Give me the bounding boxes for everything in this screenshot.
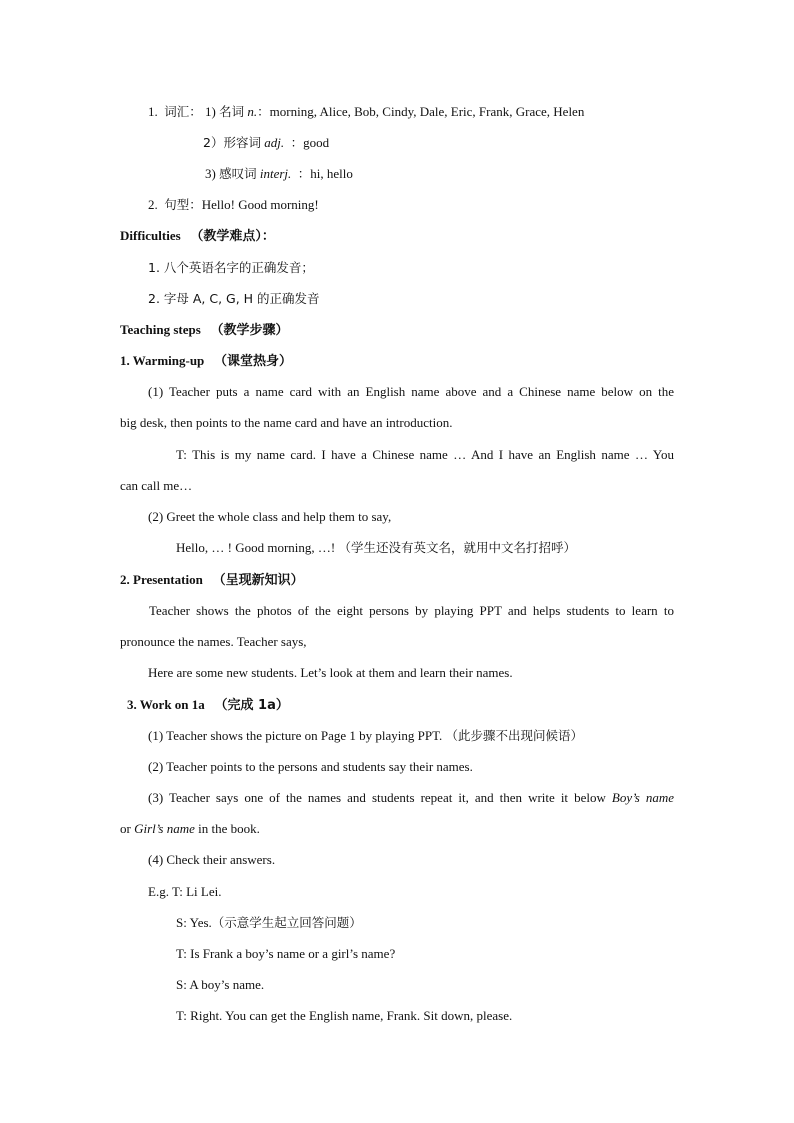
colon: ： xyxy=(257,104,270,119)
noun-words: morning, Alice, Bob, Cindy, Dale, Eric, Frank, Grace, Helen xyxy=(269,104,585,119)
paragraph-line: Here are some new students. Let’s look at them and learn their names. xyxy=(148,665,513,680)
sub-number: 2） xyxy=(203,135,224,150)
teaching-steps-heading xyxy=(120,321,289,340)
dialogue-line: T: Right. You can get the English name, Frank. Sit down, please. xyxy=(176,1008,513,1023)
sub-number: 3) xyxy=(205,166,216,181)
paragraph-line: (4) Check their answers. xyxy=(148,852,276,867)
sentence-label: 句型： xyxy=(164,197,202,212)
step-text: (1) Teacher shows the picture on Page 1 by playing PPT. xyxy=(148,728,443,743)
heading-cn: （完成 1a） xyxy=(214,698,289,713)
paragraph-line xyxy=(120,820,260,838)
step-text: (3) Teacher says one of the names and students repeat it, and then write it below xyxy=(148,790,606,805)
difficulty-item: 2. 字母 A, C, G, H 的正确发音 xyxy=(148,291,320,306)
heading-en: 3. Work on 1a xyxy=(127,697,205,712)
greeting-note: （学生还没有英文名，就用中文名打招呼） xyxy=(338,540,576,555)
colon: ： xyxy=(290,135,304,150)
paragraph-line: (2) Greet the whole class and help them to say, xyxy=(148,509,392,524)
paragraph-line xyxy=(148,789,674,807)
heading-en: 2. Presentation xyxy=(120,572,203,587)
difficulty-item: 1. 八个英语名字的正确发音； xyxy=(148,260,314,275)
emphasis-text: Girl’s name xyxy=(134,821,195,836)
sub-number: 1) xyxy=(205,104,216,119)
paragraph-line: big desk, then points to the name card and have an introduction. xyxy=(120,415,453,430)
paragraph-line: T: This is my name card. I have a Chinese name … And I have an English name … You xyxy=(176,447,674,462)
paragraph-line: pronounce the names. Teacher says, xyxy=(120,634,307,649)
step-note: （此步骤不出现问候语） xyxy=(445,728,584,743)
colon: ： xyxy=(297,166,311,181)
paragraph-line: Teacher shows the photos of the eight persons by playing PPT and helps students to learn to xyxy=(149,603,674,618)
paragraph-line xyxy=(148,727,583,745)
adj-label: 形容词 xyxy=(223,135,261,150)
dialogue-line: S: A boy’s name. xyxy=(176,977,265,992)
heading-cn: （课堂热身） xyxy=(214,354,293,369)
vocab-label: 词汇： xyxy=(164,104,202,119)
adj-words: good xyxy=(303,135,330,150)
adj-abbr: adj. xyxy=(264,135,285,150)
interj-label: 感叹词 xyxy=(219,166,257,181)
heading-cn: （教学步骤） xyxy=(210,323,289,338)
heading-en: Teaching steps xyxy=(120,322,201,337)
list-number: 2. xyxy=(148,197,158,212)
heading-cn: （呈现新知识） xyxy=(212,573,304,588)
paragraph-line xyxy=(176,539,576,557)
vocab-line-nouns xyxy=(148,103,584,121)
list-number: 1. xyxy=(148,104,158,119)
vocab-line-adj xyxy=(203,134,329,152)
presentation-heading xyxy=(120,571,304,590)
heading-cn: （教学难点）： xyxy=(190,229,275,244)
step-text: in the book. xyxy=(198,821,260,836)
dialogue-line: T: Is Frank a boy’s name or a girl’s name? xyxy=(176,946,396,961)
difficulties-heading xyxy=(120,227,275,246)
interj-abbr: interj. xyxy=(259,166,292,181)
paragraph-line: can call me… xyxy=(120,478,193,493)
vocab-line-interj xyxy=(205,165,353,183)
paragraph-line: (1) Teacher puts a name card with an English name above and a Chinese name below on the xyxy=(148,384,674,399)
step-text: or xyxy=(120,821,131,836)
dialogue-text: S: Yes. xyxy=(176,915,212,930)
noun-abbr: n. xyxy=(247,104,258,119)
paragraph-line: (2) Teacher points to the persons and students say their names. xyxy=(148,759,473,774)
paragraph-line: E.g. T: Li Lei. xyxy=(148,884,222,899)
heading-en: Difficulties xyxy=(120,228,181,243)
emphasis-text: Boy’s name xyxy=(611,790,674,805)
warmup-heading xyxy=(120,352,292,371)
interj-words: hi, hello xyxy=(310,166,353,181)
greeting-text: Hello, … ! Good morning, …! xyxy=(176,540,336,555)
sentence-text: Hello! Good morning! xyxy=(201,197,319,212)
work1a-heading xyxy=(127,696,289,715)
dialogue-note: （示意学生起立回答问题） xyxy=(211,915,362,930)
sentence-line xyxy=(148,196,319,214)
heading-en: 1. Warming-up xyxy=(120,353,205,368)
dialogue-line xyxy=(176,914,362,932)
noun-label: 名词 xyxy=(219,104,245,119)
